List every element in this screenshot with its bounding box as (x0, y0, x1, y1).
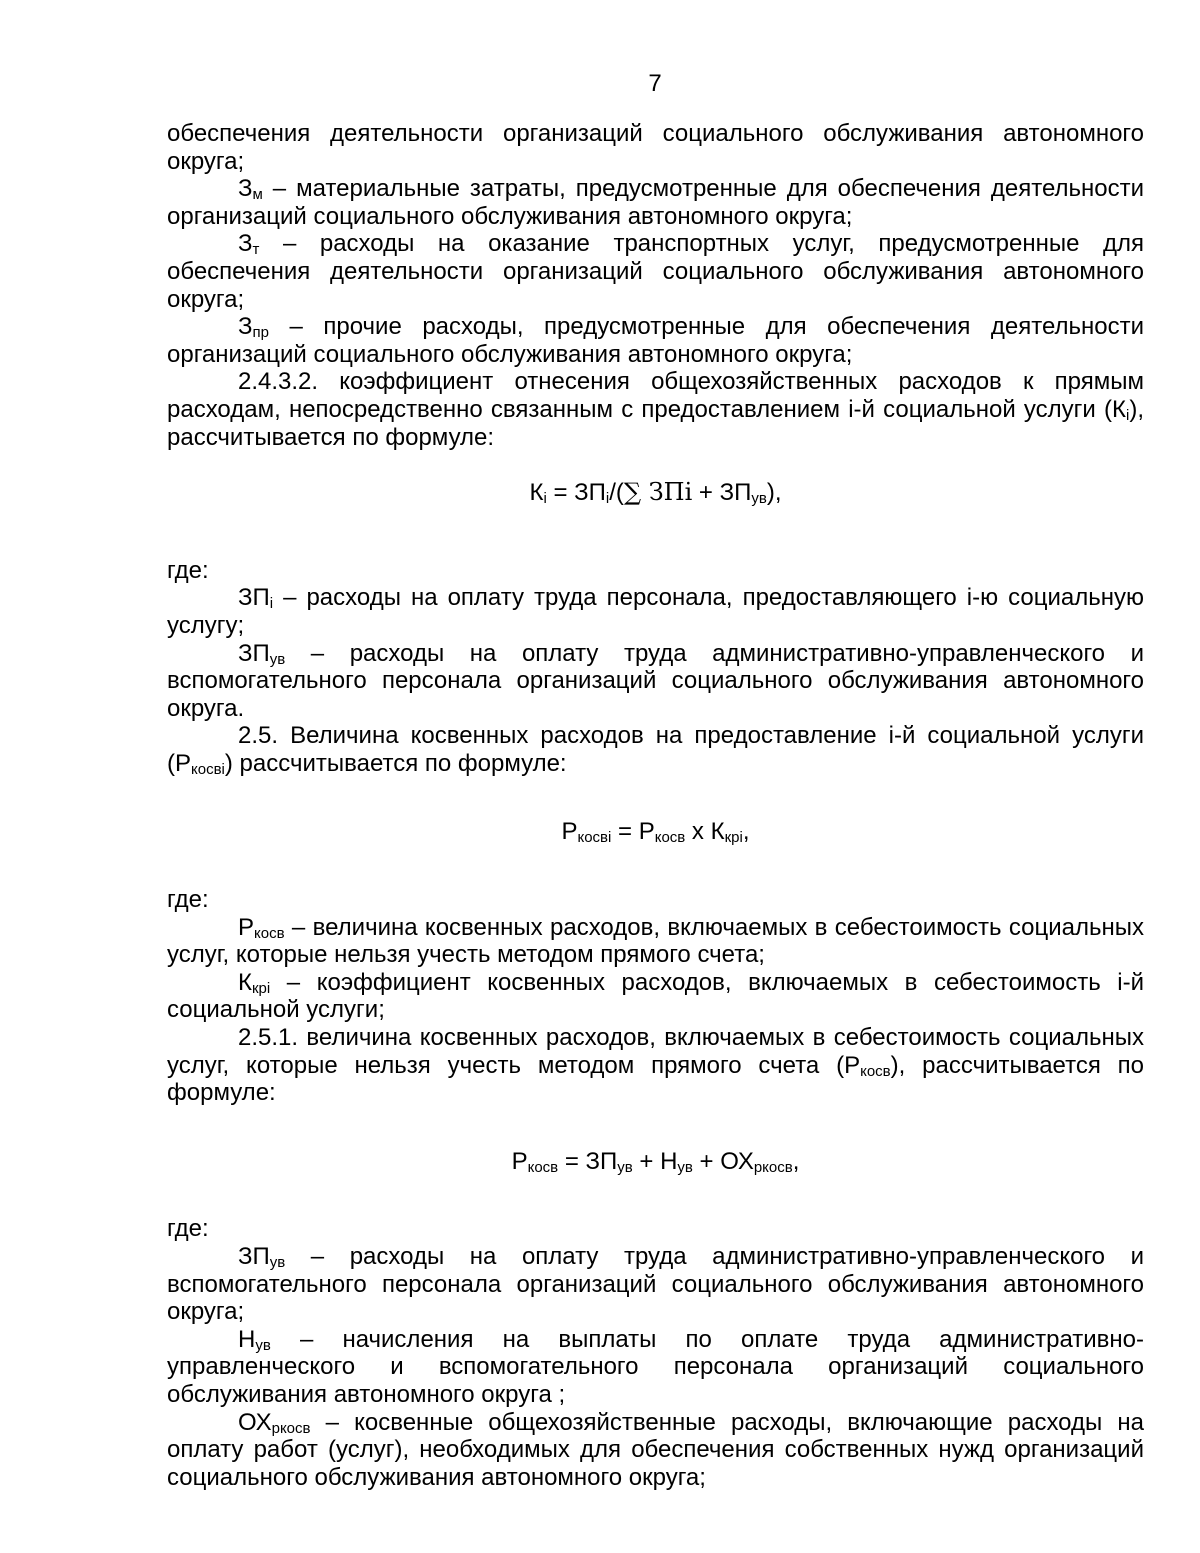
definition-rkosv: $Р_{косв}$ – величина косвенных расходов, включаемых в себестоимость социальных услуг, которые нельзя учесть методом прямого счета; (167, 913, 1144, 969)
sigma-symbol: ∑ (623, 478, 642, 507)
definition-zt: $З_т$ – расходы на оказание транспортных услуг, предусмотренные для обеспечения деятельности организаций социального обслуживания автономного округа; (167, 230, 1144, 313)
clause-2-4-3-2: 2.4.3.2. коэффициент отнесения общехозяйственных расходов к прямым расходам, непосредственно связанным с предоставлением i-й социальной услуги $(К_i)$, рассчитывается по формуле: (167, 368, 1144, 451)
definition-zpuv: $ЗП_{ув}$ – расходы на оплату труда административно-управленческого и вспомогательного персонала организаций социального обслуживания автономного округа. (167, 639, 1144, 722)
page-number: 7 (648, 70, 662, 97)
definition-oxrkosv: $ОХ_{ркосв}$ – косвенные общехозяйственные расходы, включающие расходы на оплату работ (услуг), необходимых для обеспечения собственных нужд организаций социального обслуживания автономного округа; (167, 1408, 1144, 1491)
definition-zpuv-2: $ЗП_{ув}$ – расходы на оплату труда административно-управленческого и вспомогательного персонала организаций социального обслуживания автономного округа; (167, 1243, 1144, 1326)
clause-2-5-1: 2.5.1. величина косвенных расходов, включаемых в себестоимость социальных услуг, которые нельзя учесть методом прямого счета $(Р_{косв})$, рассчитывается по формуле: (167, 1024, 1144, 1107)
definition-zpr: $З_{пр}$ – прочие расходы, предусмотренные для обеспечения деятельности организаций социального обслуживания автономного округа; (167, 313, 1144, 368)
formula-ki: $К_i = ЗП_i/(\sum$ ЗПi + $ЗП_{ув}$), (529, 478, 782, 508)
definition-nuv: $Н_{ув}$ – начисления на выплаты по оплате труда административно-управленческого и вспомогательного персонала организаций социального обслуживания автономного округа ; (167, 1325, 1144, 1408)
where-label: где: (167, 886, 209, 914)
definition-zm: $З_м$ – материальные затраты, предусмотренные для обеспечения деятельности организаций социального обслуживания автономного округа; (167, 175, 1144, 230)
where-label: где: (167, 556, 209, 584)
clause-2-5: 2.5. Величина косвенных расходов на предоставление i-й социальной услуги $(Р_{косвi})$ рассчитывается по формуле: (167, 722, 1144, 778)
formula-rkosvi: $Р_{косвi} = Р_{косв}$ x $К_{крi}$, (561, 818, 750, 847)
document-body (167, 120, 1144, 1491)
formula-rkosv: $Р_{косв} = ЗП_{ув} + Н_{ув} + ОХ_{ркосв}$, (511, 1147, 800, 1176)
paragraph: обеспечения деятельности организаций социального обслуживания автономного округа; (167, 120, 1144, 175)
where-label: где: (167, 1215, 209, 1243)
definition-kkri: $К_{крi}$ – коэффициент косвенных расходов, включаемых в себестоимость i-й социальной услуги; (167, 968, 1144, 1024)
definition-zpi: $ЗП_i$ – расходы на оплату труда персонала, предоставляющего i-ю социальную услугу; (167, 584, 1144, 639)
